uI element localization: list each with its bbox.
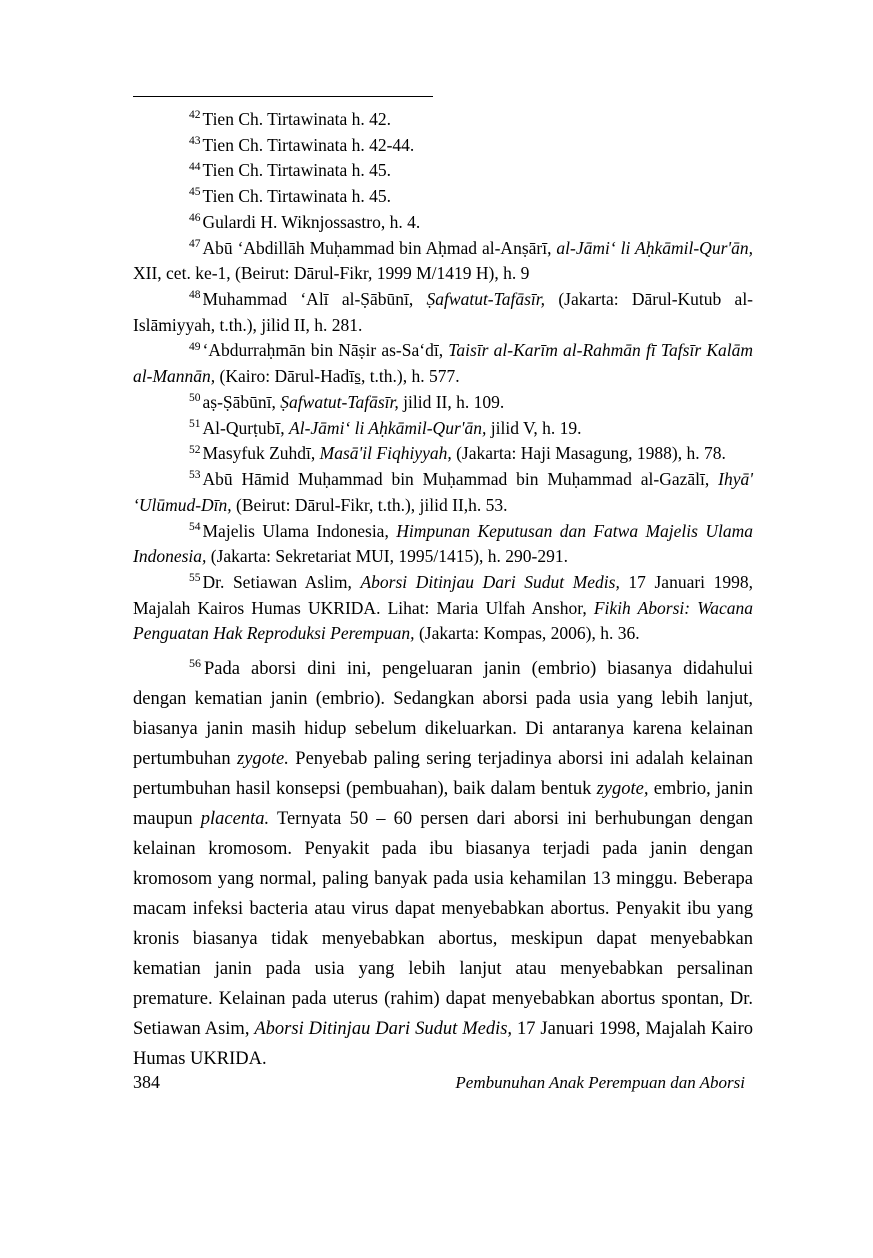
footnote-marker: 53: [189, 469, 201, 482]
footnote-47: [133, 236, 753, 287]
footnote-text-pre: Muhammad ‘Alī al-Ṣābūnī,: [202, 289, 427, 310]
footnote-text-pre: Majelis Ulama Indonesia,: [202, 520, 397, 541]
footnote-42: [133, 107, 753, 133]
footnote-53: [133, 467, 753, 518]
footnote-text-pre: Al-Qurṭubī,: [202, 417, 290, 438]
footnote-title: Ṣafwatut-Tafāsīr,: [280, 391, 399, 412]
footnote-text: Tien Ch. Tirtawinata h. 42.: [202, 109, 391, 129]
footnote-43: [133, 133, 753, 159]
footnote-title: Masā'il Fiqhiyyah,: [319, 443, 452, 464]
footnote-text-post: XII, cet. ke-1, (Beirut: Dārul-Fikr, 1999 M/1419 H), h. 9: [133, 263, 530, 284]
footnote-text-pre: Masyfuk Zuhdī,: [202, 443, 320, 464]
long-note-part-2: Penyebab paling sering terjadinya aborsi ini adalah kelainan pertumbuhan hasil konsepsi (pembuahan), baik dalam bentuk: [133, 749, 753, 799]
footnote-marker: 45: [189, 186, 201, 199]
footnote-text-pre: Abū ‘Abdillāh Muḥammad bin Aḥmad al-Anṣārī,: [202, 237, 557, 258]
footnote-title: Ihyā' ‘Ulūmud-Dīn,: [133, 469, 753, 515]
footnote-50: [133, 390, 753, 416]
footnote-text: Tien Ch. Tirtawinata h. 42-44.: [202, 134, 415, 155]
footnote-text-post: (Jakarta: Kompas, 2006), h. 36.: [414, 623, 640, 644]
long-note-part-5: 17 Januari 1998, Majalah Kairo Humas UKRIDA.: [133, 1018, 753, 1069]
footnote-48: [133, 287, 753, 338]
footnote-54: [133, 519, 753, 570]
long-note-part-3: embrio, janin maupun: [133, 778, 753, 829]
footnote-52: [133, 441, 753, 467]
footnote-text: Gulardi H. Wiknjossastro, h. 4.: [202, 211, 421, 232]
footnote-title: Al-Jāmi‘ li Aḥkāmil-Qur'ān,: [289, 417, 487, 438]
footnote-marker: 51: [189, 417, 201, 430]
footnote-marker: 52: [189, 443, 201, 456]
footnote-text-pre: aṣ-Ṣābūnī,: [202, 391, 281, 412]
footnote-title: al-Jāmi‘ li Aḥkāmil-Qur'ān,: [556, 237, 753, 258]
footnote-title: Taisīr al-Karīm al-Rahmān fī Tafsīr Kalām al-Mannān,: [133, 340, 753, 387]
footnote-text: Tien Ch. Tirtawinata h. 45.: [202, 160, 391, 181]
footnote-44: [133, 158, 753, 184]
footnote-separator-rule: [133, 96, 433, 97]
footnote-text-post: (Kairo: Dārul-Hadīs̱, t.th.), h. 577.: [215, 366, 460, 387]
footnote-marker: 49: [189, 340, 201, 353]
footnote-text-mid: 17 Januari 1998, Majalah Kairos Humas UKRIDA. Lihat: Maria Ulfah Anshor,: [133, 571, 753, 618]
footnote-56-long: [133, 655, 753, 1075]
footnote-title: Ṣafwatut-Tafāsīr,: [426, 289, 546, 310]
footnote-text-post: jilid V, h. 19.: [486, 417, 582, 438]
footnote-area: [133, 96, 753, 1075]
page-footer: [133, 1072, 753, 1093]
long-note-italic-1: zygote.: [237, 749, 289, 769]
footnote-marker: 44: [189, 160, 201, 173]
footnote-text: Tien Ch. Tirtawinata h. 45.: [202, 186, 391, 207]
footnote-text-post: (Beirut: Dārul-Fikr, t.th.), jilid II,h. 53.: [231, 494, 508, 515]
footnote-49: [133, 338, 753, 389]
footnote-text-pre: ‘Abdurraḥmān bin Nāṣir as-Sa‘dī,: [202, 340, 449, 361]
page-number: 384: [133, 1072, 160, 1092]
long-note-italic-2: zygote,: [596, 778, 649, 799]
footnote-55: [133, 570, 753, 647]
footnote-text-pre: Dr. Setiawan Aslim,: [202, 571, 361, 592]
footnote-marker: 48: [189, 289, 201, 302]
footnote-marker: 47: [189, 237, 201, 250]
footnote-46: [133, 210, 753, 236]
long-note-part-1: Pada aborsi dini ini, pengeluaran janin (embrio) biasanya didahului dengan kematian janin (embrio). Sedangkan aborsi pada usia yang lebih lanjut, biasanya janin masih hidup sebelum dikeluarkan. Di antaranya karena kelainan pertumbuhan: [133, 659, 753, 769]
footnote-title: Himpunan Keputusan dan Fatwa Majelis Ulama Indonesia,: [133, 520, 753, 567]
footnote-text-pre: Abū Hāmid Muḥammad bin Muḥammad bin Muḥammad al-Gazālī,: [202, 469, 719, 490]
footnote-51: [133, 416, 753, 442]
footnote-text-post: (Jakarta: Dārul-Kutub al-Islāmiyyah, t.th.), jilid II, h. 281.: [133, 289, 754, 335]
footnote-marker: 55: [189, 572, 201, 585]
long-note-italic-3: placenta.: [200, 808, 270, 829]
footnote-marker: 56: [189, 655, 201, 670]
footnote-text-post: jilid II, h. 109.: [398, 391, 505, 412]
long-note-part-4: Ternyata 50 – 60 persen dari aborsi ini berhubungan dengan kelainan kromosom. Penyakit pada ibu biasanya terjadi pada janin dengan kromosom yang normal, paling banyak pada usia kehamilan 13 minggu. Beberapa macam infeksi bacteria atau virus dapat menyebabkan abortus. Penyakit ibu yang kronis biasanya tidak menyebabkan abortus, meskipun dapat menyebabkan kematian janin pada usia yang lebih lanjut atau menyebabkan persalinan premature. Kelainan pada uterus (rahim) dapat menyebabkan abortus spontan, Dr. Setiawan Asim,: [133, 808, 753, 1039]
footnote-marker: 54: [189, 520, 201, 533]
running-title: Pembunuhan Anak Perempuan dan Aborsi: [455, 1073, 745, 1092]
footnote-text-post: (Jakarta: Haji Masagung, 1988), h. 78.: [451, 443, 726, 464]
long-note-italic-4: Aborsi Ditinjau Dari Sudut Medis,: [254, 1018, 513, 1039]
footnote-marker: 42: [189, 109, 201, 122]
footnote-text-post: (Jakarta: Sekretariat MUI, 1995/1415), h. 290-291.: [206, 546, 568, 567]
footnote-title-secondary: Fikih Aborsi: Wacana Penguatan Hak Reproduksi Perempuan,: [133, 597, 753, 644]
footnote-title: Aborsi Ditinjau Dari Sudut Medis,: [360, 571, 620, 592]
footnote-marker: 46: [189, 212, 201, 225]
footnote-marker: 50: [189, 392, 201, 405]
footnote-45: [133, 184, 753, 210]
footnote-marker: 43: [189, 134, 201, 147]
